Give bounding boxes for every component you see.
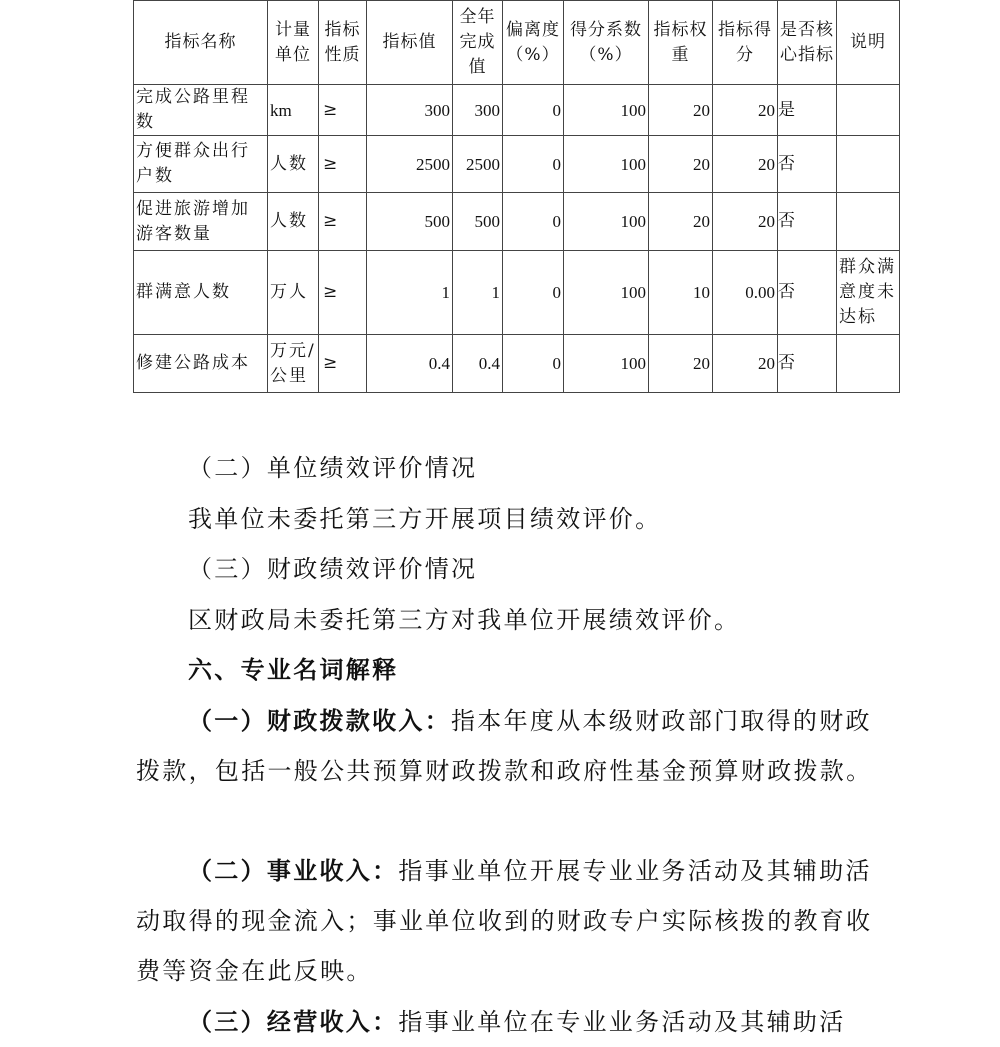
cell-note — [837, 193, 900, 251]
table-row — [134, 335, 900, 393]
cell-nature: ≥ — [319, 85, 367, 136]
cell-note — [837, 335, 900, 393]
table-header-row — [134, 1, 900, 85]
term3-text: 指事业单位在专业业务活动及其辅助活 — [398, 1008, 846, 1036]
cell-nature: ≥ — [319, 335, 367, 393]
header-indicator-name: 指标名称 — [134, 1, 268, 85]
cell-name: 方便群众出行户数 — [134, 136, 268, 193]
cell-weight: 20 — [649, 136, 713, 193]
cell-target: 2500 — [367, 136, 453, 193]
cell-name: 完成公路里程数 — [134, 85, 268, 136]
cell-target: 0.4 — [367, 335, 453, 393]
cell-score: 20 — [713, 193, 778, 251]
cell-coefficient: 100 — [564, 136, 649, 193]
terms-heading: 六、专业名词解释 — [188, 655, 399, 684]
cell-note — [837, 136, 900, 193]
unit-eval-text: 我单位未委托第三方开展项目绩效评价。 — [188, 505, 662, 533]
header-coefficient: 得分系数（%） — [564, 1, 649, 85]
header-nature: 指标性质 — [319, 1, 367, 85]
cell-weight: 20 — [649, 335, 713, 393]
cell-unit: km — [268, 85, 319, 136]
cell-nature: ≥ — [319, 136, 367, 193]
cell-coefficient: 100 — [564, 85, 649, 136]
term2-lead: （二）事业收入： — [188, 856, 399, 885]
term1-text: 指本年度从本级财政部门取得的财政拨款，包括一般公共预算财政拨款和政府性基金预算财政拨款。 — [136, 707, 873, 785]
cell-deviation: 0 — [503, 193, 564, 251]
header-unit: 计量单位 — [268, 1, 319, 85]
cell-score: 20 — [713, 136, 778, 193]
cell-unit: 人数 — [268, 193, 319, 251]
cell-target: 500 — [367, 193, 453, 251]
cell-deviation: 0 — [503, 251, 564, 335]
cell-actual: 0.4 — [453, 335, 503, 393]
header-deviation: 偏离度（%） — [503, 1, 564, 85]
term-paragraph-3 — [136, 997, 881, 1047]
cell-score: 20 — [713, 335, 778, 393]
cell-name: 群满意人数 — [134, 251, 268, 335]
header-score: 指标得分 — [713, 1, 778, 85]
cell-actual: 1 — [453, 251, 503, 335]
cell-coefficient: 100 — [564, 335, 649, 393]
finance-eval-heading: （三）财政绩效评价情况 — [188, 555, 478, 583]
table-row — [134, 85, 900, 136]
cell-score: 20 — [713, 85, 778, 136]
cell-weight: 20 — [649, 193, 713, 251]
cell-weight: 20 — [649, 85, 713, 136]
cell-name: 修建公路成本 — [134, 335, 268, 393]
header-target-value: 指标值 — [367, 1, 453, 85]
header-weight: 指标权重 — [649, 1, 713, 85]
cell-core: 是 — [778, 85, 837, 136]
cell-note: 群众满意度未达标 — [837, 251, 900, 335]
unit-eval-heading: （二）单位绩效评价情况 — [188, 454, 478, 482]
cell-coefficient: 100 — [564, 251, 649, 335]
cell-core: 否 — [778, 193, 837, 251]
table-row — [134, 251, 900, 335]
cell-unit: 万人 — [268, 251, 319, 335]
header-annual-actual: 全年完成值 — [453, 1, 503, 85]
term3-lead: （三）经营收入： — [188, 1007, 399, 1036]
cell-target: 300 — [367, 85, 453, 136]
table-row — [134, 193, 900, 251]
cell-core: 否 — [778, 335, 837, 393]
cell-name: 促进旅游增加游客数量 — [134, 193, 268, 251]
table-row — [134, 136, 900, 193]
cell-nature: ≥ — [319, 193, 367, 251]
cell-core: 否 — [778, 251, 837, 335]
cell-actual: 300 — [453, 85, 503, 136]
term-paragraph-1 — [136, 696, 881, 796]
term-paragraph-2 — [136, 846, 881, 996]
cell-deviation: 0 — [503, 136, 564, 193]
cell-target: 1 — [367, 251, 453, 335]
cell-weight: 10 — [649, 251, 713, 335]
finance-eval-text: 区财政局未委托第三方对我单位开展绩效评价。 — [188, 606, 741, 634]
performance-indicator-table — [133, 0, 900, 393]
header-note: 说明 — [837, 1, 900, 85]
cell-note — [837, 85, 900, 136]
cell-unit: 人数 — [268, 136, 319, 193]
term2-text: 指事业单位开展专业业务活动及其辅助活动取得的现金流入；事业单位收到的财政专户实际核拨的教育收费等资金在此反映。 — [136, 857, 873, 985]
cell-score: 0.00 — [713, 251, 778, 335]
cell-core: 否 — [778, 136, 837, 193]
cell-unit: 万元/公里 — [268, 335, 319, 393]
term1-lead: （一）财政拨款收入： — [188, 706, 451, 735]
cell-nature: ≥ — [319, 251, 367, 335]
cell-deviation: 0 — [503, 335, 564, 393]
cell-actual: 2500 — [453, 136, 503, 193]
cell-actual: 500 — [453, 193, 503, 251]
cell-deviation: 0 — [503, 85, 564, 136]
header-core-indicator: 是否核心指标 — [778, 1, 837, 85]
cell-coefficient: 100 — [564, 193, 649, 251]
